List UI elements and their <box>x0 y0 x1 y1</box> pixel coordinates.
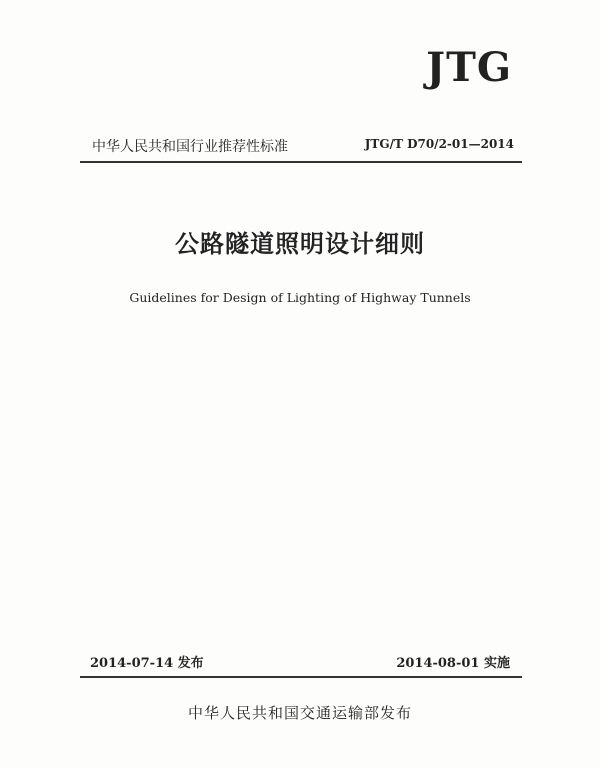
document-title-english: Guidelines for Design of Lighting of Highway Tunnels <box>129 290 471 305</box>
header-row <box>92 136 514 156</box>
top-divider <box>80 161 522 163</box>
date-row <box>90 652 510 670</box>
jtg-logo: JTG <box>426 44 512 91</box>
series-title: 中华人民共和国行业推荐性标准 <box>92 139 288 155</box>
issue-date: 2014-07-14 发布 <box>90 656 204 671</box>
implementation-date: 2014-08-01 实施 <box>396 656 510 671</box>
bottom-divider <box>80 676 522 678</box>
standard-code: JTG/T D70/2-01—2014 <box>364 137 514 151</box>
publisher: 中华人民共和国交通运输部发布 <box>187 704 412 722</box>
document-title-chinese: 公路隧道照明设计细则 <box>175 230 425 258</box>
